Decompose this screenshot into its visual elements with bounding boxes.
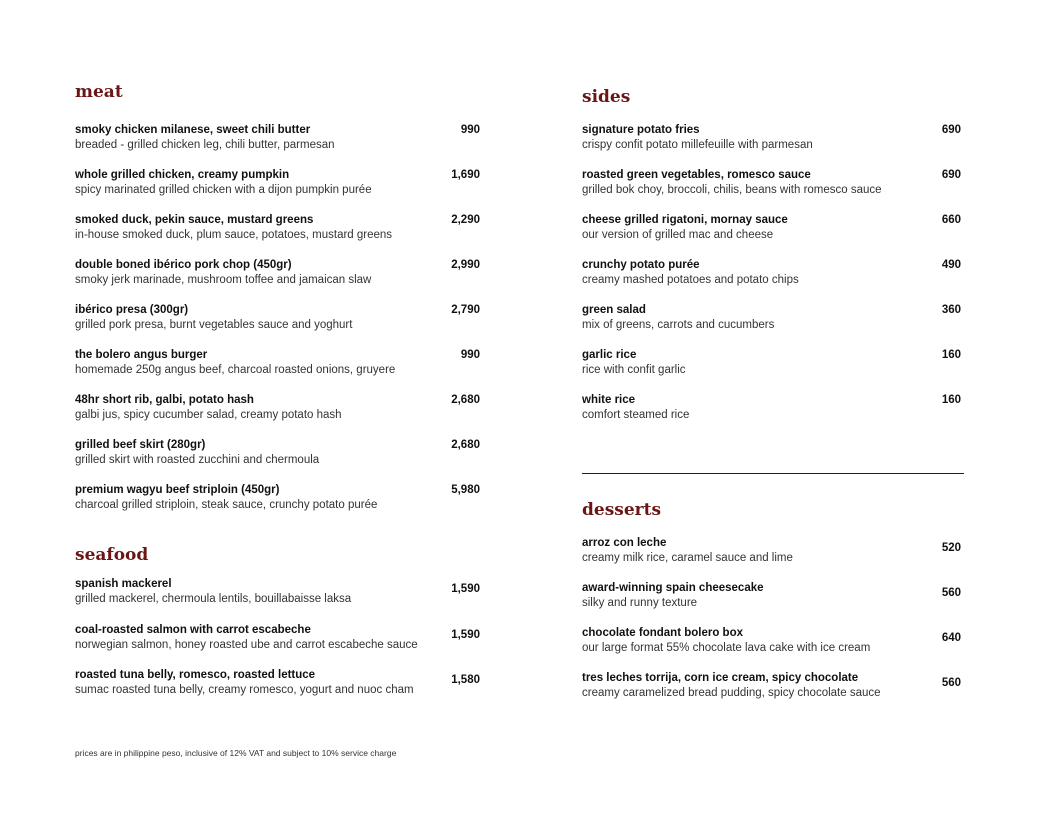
item-name: double boned ibérico pork chop (450gr) — [75, 259, 292, 271]
item-price: 640 — [941, 632, 961, 644]
item-name: roasted tuna belly, romesco, roasted lettuce — [75, 669, 316, 681]
item-description: grilled skirt with roasted zucchini and chermoula — [75, 454, 320, 466]
menu-item — [75, 214, 480, 246]
item-description: creamy mashed potatoes and potato chips — [582, 274, 799, 286]
item-name: white rice — [582, 394, 636, 406]
item-price: 560 — [941, 677, 961, 689]
menu-item — [582, 672, 961, 704]
item-description: creamy milk rice, caramel sauce and lime — [582, 552, 793, 564]
item-name: cheese grilled rigatoni, mornay sauce — [582, 214, 788, 226]
item-price: 690 — [941, 169, 961, 181]
item-name: garlic rice — [582, 349, 637, 361]
item-description: our large format 55% chocolate lava cake with ice cream — [582, 642, 871, 654]
item-name: green salad — [582, 304, 646, 316]
item-description: mix of greens, carrots and cucumbers — [582, 319, 775, 331]
item-name: spanish mackerel — [75, 578, 172, 590]
item-name: the bolero angus burger — [75, 349, 208, 361]
item-name: grilled beef skirt (280gr) — [75, 439, 206, 451]
menu-item — [75, 484, 480, 516]
item-name: arroz con leche — [582, 537, 667, 549]
item-name: smoked duck, pekin sauce, mustard greens — [75, 214, 314, 226]
item-description: spicy marinated grilled chicken with a dijon pumpkin purée — [75, 184, 372, 196]
menu-item — [75, 124, 480, 156]
item-name: whole grilled chicken, creamy pumpkin — [75, 169, 290, 181]
item-description: creamy caramelized bread pudding, spicy chocolate sauce — [582, 687, 881, 699]
section-title-sides: sides — [582, 87, 631, 107]
item-name: chocolate fondant bolero box — [582, 627, 744, 639]
item-description: grilled mackerel, chermoula lentils, bouillabaisse laksa — [75, 593, 352, 605]
menu-item — [582, 582, 961, 614]
menu-item — [75, 259, 480, 291]
item-price: 2,680 — [451, 439, 480, 451]
menu-item — [582, 627, 961, 659]
item-price: 160 — [941, 349, 961, 361]
menu-item — [582, 259, 961, 291]
menu-item — [582, 214, 961, 246]
menu-item — [75, 349, 480, 381]
item-price: 5,980 — [451, 484, 480, 496]
item-name: ibérico presa (300gr) — [75, 304, 189, 316]
menu-item — [75, 669, 480, 701]
menu-item — [582, 304, 961, 336]
item-description: rice with confit garlic — [582, 364, 686, 376]
item-price: 2,290 — [451, 214, 480, 226]
item-description: in-house smoked duck, plum sauce, potatoes, mustard greens — [75, 229, 393, 241]
item-price: 2,790 — [451, 304, 480, 316]
menu-item — [75, 304, 480, 336]
item-price: 990 — [460, 124, 480, 136]
item-description: our version of grilled mac and cheese — [582, 229, 774, 241]
item-description: crispy confit potato millefeuille with parmesan — [582, 139, 813, 151]
item-price: 2,680 — [451, 394, 480, 406]
section-divider — [582, 473, 964, 474]
item-name: crunchy potato purée — [582, 259, 700, 271]
item-price: 690 — [941, 124, 961, 136]
item-name: tres leches torrija, corn ice cream, spicy chocolate — [582, 672, 859, 684]
menu-item — [75, 394, 480, 426]
section-title-desserts: desserts — [582, 500, 662, 520]
menu-item — [582, 349, 961, 381]
item-price: 360 — [941, 304, 961, 316]
item-price: 2,990 — [451, 259, 480, 271]
item-name: smoky chicken milanese, sweet chili butter — [75, 124, 311, 136]
item-description: norwegian salmon, honey roasted ube and carrot escabeche sauce — [75, 639, 418, 651]
item-price: 1,690 — [451, 169, 480, 181]
item-description: charcoal grilled striploin, steak sauce, crunchy potato purée — [75, 499, 378, 511]
item-price: 490 — [941, 259, 961, 271]
item-description: homemade 250g angus beef, charcoal roasted onions, gruyere — [75, 364, 396, 376]
section-title-meat: meat — [75, 82, 123, 102]
item-description: smoky jerk marinade, mushroom toffee and jamaican slaw — [75, 274, 372, 286]
item-description: breaded - grilled chicken leg, chili butter, parmesan — [75, 139, 335, 151]
item-name: premium wagyu beef striploin (450gr) — [75, 484, 280, 496]
item-description: silky and runny texture — [582, 597, 698, 609]
item-price: 1,590 — [451, 583, 480, 595]
item-name: award-winning spain cheesecake — [582, 582, 764, 594]
item-description: sumac roasted tuna belly, creamy romesco, yogurt and nuoc cham — [75, 684, 414, 696]
menu-item — [582, 169, 961, 201]
item-name: roasted green vegetables, romesco sauce — [582, 169, 811, 181]
menu-item — [75, 578, 480, 610]
item-price: 1,580 — [451, 674, 480, 686]
item-description: grilled pork presa, burnt vegetables sauce and yoghurt — [75, 319, 353, 331]
item-name: signature potato fries — [582, 124, 700, 136]
item-price: 1,590 — [451, 629, 480, 641]
section-title-seafood: seafood — [75, 545, 149, 565]
item-description: galbi jus, spicy cucumber salad, creamy potato hash — [75, 409, 342, 421]
menu-item — [75, 624, 480, 656]
item-price: 520 — [941, 542, 961, 554]
item-name: 48hr short rib, galbi, potato hash — [75, 394, 254, 406]
price-footnote: prices are in philippine peso, inclusive of 12% VAT and subject to 10% service charge — [75, 748, 397, 758]
menu-item — [75, 169, 480, 201]
item-price: 560 — [941, 587, 961, 599]
item-price: 990 — [460, 349, 480, 361]
item-name: coal-roasted salmon with carrot escabeche — [75, 624, 311, 636]
menu-item — [582, 124, 961, 156]
menu-item — [582, 537, 961, 569]
menu-item — [582, 394, 961, 426]
item-price: 660 — [941, 214, 961, 226]
item-price: 160 — [941, 394, 961, 406]
menu-item — [75, 439, 480, 471]
item-description: grilled bok choy, broccoli, chilis, beans with romesco sauce — [582, 184, 882, 196]
item-description: comfort steamed rice — [582, 409, 690, 421]
